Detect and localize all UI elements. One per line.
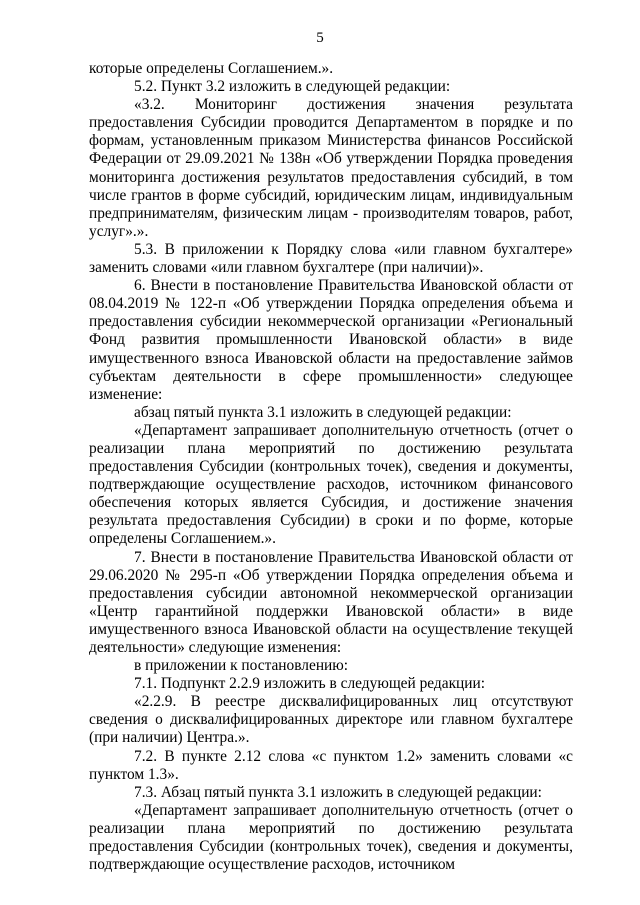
paragraph-6-quote: «Департамент запрашивает дополнительную отчетность (отчет о реализации плана мероприятий по достижению результата предоставления Субсидии (контрольных точек), сведения и документы, подтверждающие осуществление расходов, источником финансового обеспечения которых является Субсидия, и достижение значения результата предоставления Субсидии) в сроки и по форме, которые определены Соглашением.». — [89, 421, 573, 548]
paragraph-7-2: 7.2. В пункте 2.12 слова «с пунктом 1.2» заменить словами «с пунктом 1.3». — [89, 747, 573, 783]
paragraph-6: 6. Внести в постановление Правительства Ивановской области от 08.04.2019 № 122-п «Об утверждении Порядка определения объема и предоставления субсидии некоммерческой организации «Региональный Фонд развития промышленности Ивановской области» в виде имущественного взноса Ивановской области на предоставление займов субъектам деятельности в сфере промышленности» следующее изменение: — [89, 277, 573, 403]
paragraph-6-abzac: абзац пятый пункта 3.1 изложить в следующей редакции: — [134, 403, 512, 421]
paragraph-7: 7. Внести в постановление Правительства Ивановской области от 29.06.2020 № 295-п «Об утверждении Порядка определения объема и предоставления субсидии автономной некоммерческой организации «Центр гарантийной поддержки Ивановской области» в виде имущественного взноса Ивановской области на осуществление текущей деятельности» следующие изменения: — [89, 548, 573, 656]
paragraph-3-2-quote: «3.2. Мониторинг достижения значения результата предоставления Субсидии проводится Департаментом в порядке и по формам, установленным приказом Министерства финансов Российской Федерации от 29.09.2021 № 138н «Об утверждении Порядка проведения мониторинга достижения результатов предоставления субсидий, в том числе грантов в форме субсидий, юридическим лицам, индивидуальным предпринимателям, физическим лицам - производителям товаров, работ, услуг».». — [89, 96, 573, 240]
paragraph-7-appendix: в приложении к постановлению: — [134, 657, 349, 675]
paragraph-7-3: 7.3. Абзац пятый пункта 3.1 изложить в следующей редакции: — [134, 783, 542, 801]
paragraph-continuation: которые определены Соглашением.». — [89, 60, 334, 77]
document-body — [89, 60, 573, 874]
paragraph-7-1: 7.1. Подпункт 2.2.9 изложить в следующей редакции: — [134, 675, 486, 693]
paragraph-7-3-quote: «Департамент запрашивает дополнительную отчетность (отчет о реализации плана мероприятий по достижению результата предоставления Субсидии (контрольных точек), сведения и документы, подтверждающие осуществление расходов, источником — [89, 801, 573, 874]
paragraph-5-2: 5.2. Пункт 3.2 изложить в следующей редакции: — [134, 78, 451, 96]
paragraph-2-2-9-quote: «2.2.9. В реестре дисквалифицированных лиц отсутствуют сведения о дисквалифицированных директоре или главном бухгалтере (при наличии) Центра.». — [89, 693, 573, 747]
paragraph-5-3: 5.3. В приложении к Порядку слова «или главном бухгалтере» заменить словами «или главном бухгалтере (при наличии)». — [89, 240, 573, 277]
page-number: 5 — [316, 30, 324, 46]
